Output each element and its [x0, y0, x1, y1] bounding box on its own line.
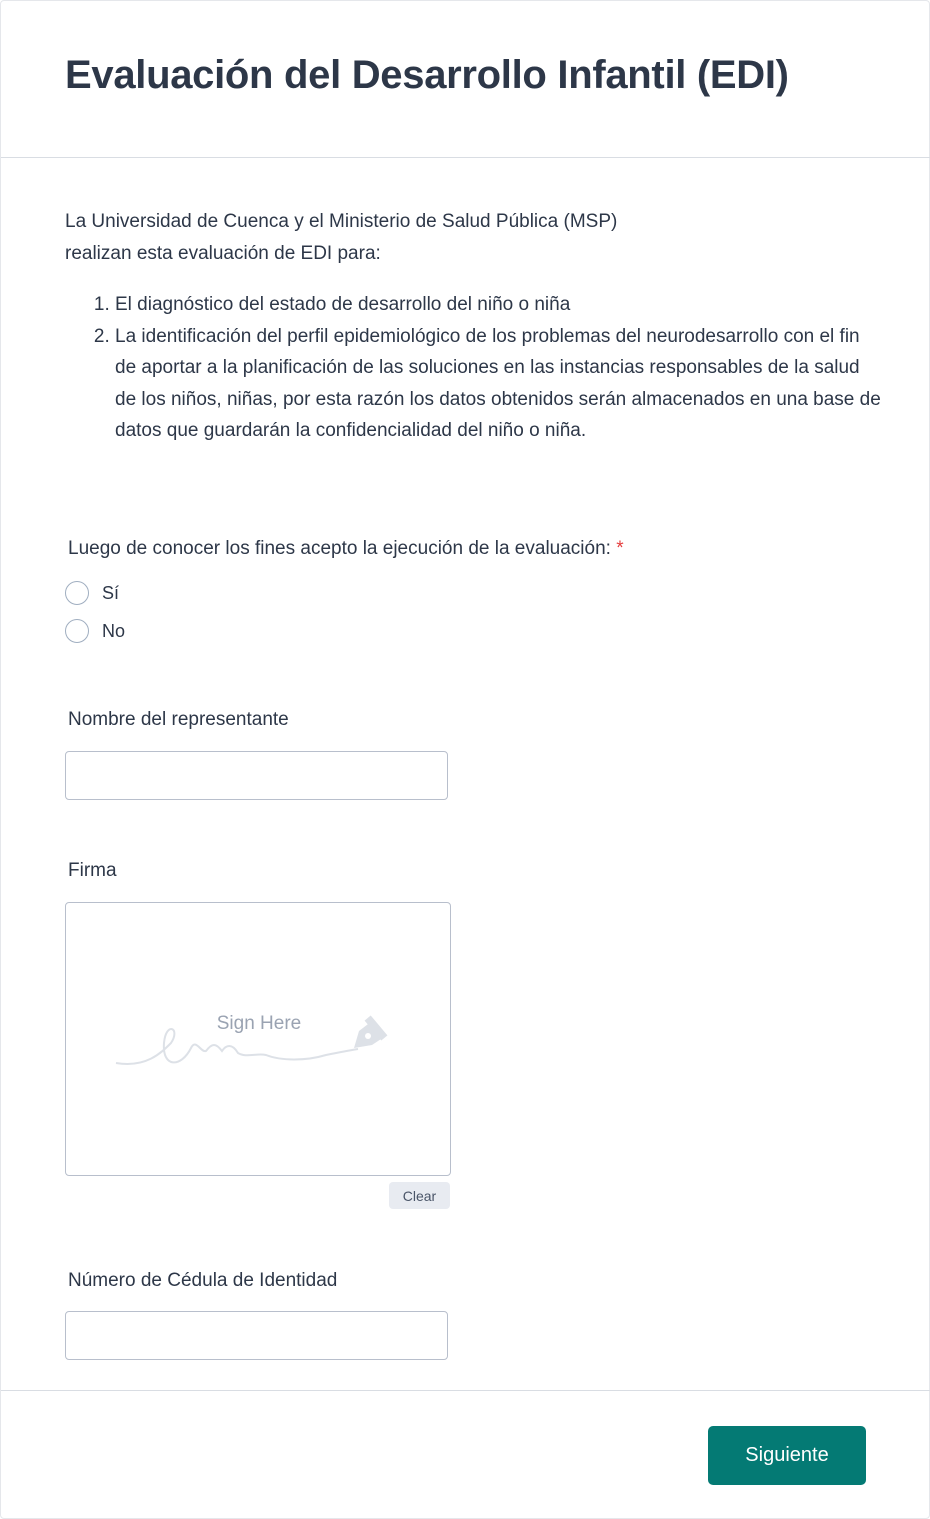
- signature-label: Firma: [68, 860, 117, 881]
- required-mark: *: [616, 538, 624, 559]
- header-divider: [1, 157, 930, 158]
- intro-line-2: realizan esta evaluación de EDI para:: [65, 243, 381, 264]
- clear-signature-button[interactable]: Clear: [389, 1182, 450, 1209]
- intro-text: [65, 206, 705, 270]
- sign-here-text: Sign Here: [216, 1013, 302, 1034]
- footer-divider: [1, 1390, 930, 1391]
- signature-pad[interactable]: [65, 902, 451, 1176]
- radio-label: Sí: [102, 582, 120, 603]
- radio-button[interactable]: [65, 581, 89, 605]
- id-number-label: Número de Cédula de Identidad: [68, 1270, 338, 1291]
- list-item: 2. La identificación del perfil epidemiológico de los problemas del neurodesarrollo con el fin de aportar a la planificación de las soluciones en las instancias responsables de la salud de los niños, niñas, por esta razón los datos obtenidos serán almacenados en una base de datos que guardarán la confidencialidad del niño o niña.: [115, 321, 881, 447]
- radio-option-no[interactable]: [65, 619, 125, 643]
- id-number-input[interactable]: [65, 1311, 448, 1360]
- signature-placeholder-icon: [66, 903, 452, 1177]
- intro-line-1: La Universidad de Cuenca y el Ministerio de Salud Pública (MSP): [65, 211, 618, 232]
- consent-question: [68, 538, 624, 560]
- page-title: Evaluación del Desarrollo Infantil (EDI): [65, 53, 789, 97]
- question-text: Luego de conocer los fines acepto la ejecución de la evaluación:: [68, 538, 611, 559]
- representative-name-input[interactable]: [65, 751, 448, 800]
- radio-option-si[interactable]: [65, 581, 119, 605]
- next-button[interactable]: Siguiente: [708, 1426, 866, 1485]
- radio-label: No: [102, 620, 126, 641]
- representative-label: Nombre del representante: [68, 709, 289, 730]
- purpose-list: [91, 289, 881, 447]
- radio-button[interactable]: [65, 619, 89, 643]
- list-item: 1. El diagnóstico del estado de desarrollo del niño o niña: [115, 289, 881, 321]
